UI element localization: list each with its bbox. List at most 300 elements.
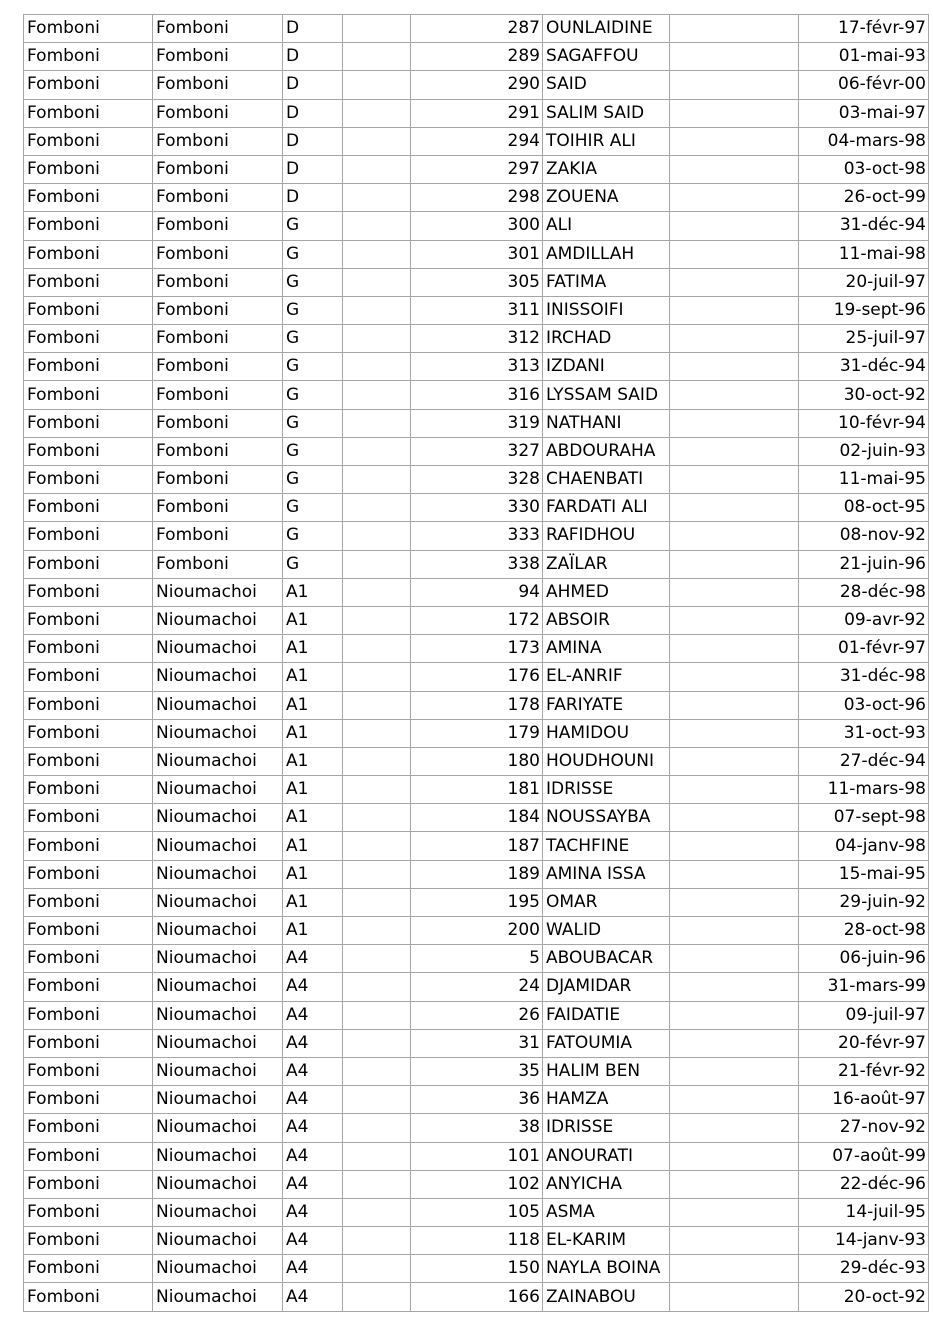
table-row [24, 804, 929, 832]
locality-cell: Nioumachoi [153, 1142, 283, 1170]
empty-cell [670, 381, 799, 409]
name-cell: FATOUMIA [543, 1029, 670, 1057]
island-cell: Fomboni [24, 155, 153, 183]
class-cell: G [283, 268, 343, 296]
island-cell: Fomboni [24, 437, 153, 465]
name-cell: ZAÏLAR [543, 550, 670, 578]
empty-cell [343, 1198, 411, 1226]
class-cell: A1 [283, 832, 343, 860]
table-row [24, 1086, 929, 1114]
empty-cell [670, 606, 799, 634]
table-row [24, 184, 929, 212]
class-cell: A1 [283, 804, 343, 832]
island-cell: Fomboni [24, 353, 153, 381]
empty-cell [670, 1086, 799, 1114]
birthdate-cell: 30-oct-92 [799, 381, 929, 409]
island-cell: Fomboni [24, 1001, 153, 1029]
table-row [24, 663, 929, 691]
table-row [24, 325, 929, 353]
empty-cell [670, 663, 799, 691]
name-cell: AMINA ISSA [543, 860, 670, 888]
locality-cell: Nioumachoi [153, 1198, 283, 1226]
class-cell: G [283, 466, 343, 494]
number-cell: 150 [411, 1255, 543, 1283]
number-cell: 297 [411, 155, 543, 183]
empty-cell [670, 578, 799, 606]
locality-cell: Nioumachoi [153, 888, 283, 916]
name-cell: SALIM SAID [543, 99, 670, 127]
table-row [24, 240, 929, 268]
empty-cell [343, 43, 411, 71]
birthdate-cell: 11-mai-98 [799, 240, 929, 268]
locality-cell: Nioumachoi [153, 1227, 283, 1255]
class-cell: D [283, 71, 343, 99]
island-cell: Fomboni [24, 212, 153, 240]
birthdate-cell: 02-juin-93 [799, 437, 929, 465]
table-row [24, 71, 929, 99]
number-cell: 300 [411, 212, 543, 240]
class-cell: A4 [283, 1227, 343, 1255]
empty-cell [343, 663, 411, 691]
empty-cell [343, 212, 411, 240]
name-cell: IZDANI [543, 353, 670, 381]
island-cell: Fomboni [24, 494, 153, 522]
island-cell: Fomboni [24, 1255, 153, 1283]
name-cell: ASMA [543, 1198, 670, 1226]
number-cell: 319 [411, 409, 543, 437]
birthdate-cell: 31-déc-94 [799, 353, 929, 381]
number-cell: 312 [411, 325, 543, 353]
locality-cell: Fomboni [153, 71, 283, 99]
island-cell: Fomboni [24, 15, 153, 43]
island-cell: Fomboni [24, 663, 153, 691]
number-cell: 94 [411, 578, 543, 606]
number-cell: 24 [411, 973, 543, 1001]
class-cell: D [283, 184, 343, 212]
locality-cell: Fomboni [153, 325, 283, 353]
name-cell: ZAKIA [543, 155, 670, 183]
table-row [24, 409, 929, 437]
empty-cell [343, 466, 411, 494]
locality-cell: Fomboni [153, 268, 283, 296]
island-cell: Fomboni [24, 776, 153, 804]
number-cell: 316 [411, 381, 543, 409]
number-cell: 187 [411, 832, 543, 860]
name-cell: OUNLAIDINE [543, 15, 670, 43]
birthdate-cell: 10-févr-94 [799, 409, 929, 437]
name-cell: AMDILLAH [543, 240, 670, 268]
birthdate-cell: 11-mars-98 [799, 776, 929, 804]
empty-cell [343, 747, 411, 775]
number-cell: 181 [411, 776, 543, 804]
empty-cell [670, 296, 799, 324]
name-cell: ABOUBACAR [543, 945, 670, 973]
empty-cell [670, 437, 799, 465]
name-cell: TACHFINE [543, 832, 670, 860]
empty-cell [343, 381, 411, 409]
name-cell: FARIYATE [543, 691, 670, 719]
number-cell: 173 [411, 635, 543, 663]
empty-cell [670, 268, 799, 296]
number-cell: 105 [411, 1198, 543, 1226]
class-cell: A1 [283, 663, 343, 691]
class-cell: D [283, 43, 343, 71]
empty-cell [343, 860, 411, 888]
class-cell: G [283, 212, 343, 240]
birthdate-cell: 28-oct-98 [799, 917, 929, 945]
number-cell: 298 [411, 184, 543, 212]
name-cell: HAMIDOU [543, 719, 670, 747]
table-row [24, 1227, 929, 1255]
locality-cell: Nioumachoi [153, 606, 283, 634]
empty-cell [670, 43, 799, 71]
birthdate-cell: 31-oct-93 [799, 719, 929, 747]
number-cell: 176 [411, 663, 543, 691]
class-cell: A1 [283, 719, 343, 747]
number-cell: 287 [411, 15, 543, 43]
locality-cell: Nioumachoi [153, 776, 283, 804]
island-cell: Fomboni [24, 832, 153, 860]
empty-cell [343, 353, 411, 381]
name-cell: ABDOURAHA [543, 437, 670, 465]
number-cell: 291 [411, 99, 543, 127]
island-cell: Fomboni [24, 1170, 153, 1198]
birthdate-cell: 01-mai-93 [799, 43, 929, 71]
empty-cell [343, 1086, 411, 1114]
number-cell: 101 [411, 1142, 543, 1170]
locality-cell: Nioumachoi [153, 1086, 283, 1114]
class-cell: A4 [283, 1255, 343, 1283]
locality-cell: Nioumachoi [153, 1114, 283, 1142]
empty-cell [343, 184, 411, 212]
class-cell: A4 [283, 973, 343, 1001]
locality-cell: Fomboni [153, 15, 283, 43]
class-cell: D [283, 127, 343, 155]
name-cell: NOUSSAYBA [543, 804, 670, 832]
locality-cell: Nioumachoi [153, 804, 283, 832]
birthdate-cell: 11-mai-95 [799, 466, 929, 494]
empty-cell [343, 832, 411, 860]
empty-cell [670, 691, 799, 719]
table-row [24, 860, 929, 888]
locality-cell: Fomboni [153, 240, 283, 268]
class-cell: A4 [283, 1283, 343, 1311]
locality-cell: Fomboni [153, 155, 283, 183]
table-row [24, 1142, 929, 1170]
birthdate-cell: 03-oct-96 [799, 691, 929, 719]
name-cell: AMINA [543, 635, 670, 663]
class-cell: A4 [283, 1198, 343, 1226]
number-cell: 327 [411, 437, 543, 465]
empty-cell [343, 917, 411, 945]
birthdate-cell: 21-juin-96 [799, 550, 929, 578]
class-cell: G [283, 296, 343, 324]
table-row [24, 719, 929, 747]
empty-cell [343, 550, 411, 578]
class-cell: A4 [283, 1029, 343, 1057]
birthdate-cell: 01-févr-97 [799, 635, 929, 663]
table-row [24, 1057, 929, 1085]
name-cell: ZAINABOU [543, 1283, 670, 1311]
empty-cell [343, 973, 411, 1001]
table-row [24, 1283, 929, 1311]
table-row [24, 43, 929, 71]
name-cell: INISSOIFI [543, 296, 670, 324]
table-row [24, 99, 929, 127]
number-cell: 35 [411, 1057, 543, 1085]
empty-cell [670, 635, 799, 663]
empty-cell [670, 240, 799, 268]
class-cell: A1 [283, 635, 343, 663]
locality-cell: Nioumachoi [153, 1029, 283, 1057]
island-cell: Fomboni [24, 381, 153, 409]
island-cell: Fomboni [24, 1114, 153, 1142]
island-cell: Fomboni [24, 578, 153, 606]
empty-cell [343, 1283, 411, 1311]
empty-cell [343, 437, 411, 465]
class-cell: D [283, 15, 343, 43]
locality-cell: Nioumachoi [153, 663, 283, 691]
empty-cell [670, 155, 799, 183]
number-cell: 26 [411, 1001, 543, 1029]
locality-cell: Nioumachoi [153, 1170, 283, 1198]
birthdate-cell: 08-nov-92 [799, 522, 929, 550]
name-cell: EL-ANRIF [543, 663, 670, 691]
class-cell: G [283, 494, 343, 522]
number-cell: 328 [411, 466, 543, 494]
name-cell: WALID [543, 917, 670, 945]
island-cell: Fomboni [24, 1029, 153, 1057]
name-cell: TOIHIR ALI [543, 127, 670, 155]
empty-cell [670, 353, 799, 381]
island-cell: Fomboni [24, 240, 153, 268]
name-cell: RAFIDHOU [543, 522, 670, 550]
class-cell: A4 [283, 1142, 343, 1170]
birthdate-cell: 27-déc-94 [799, 747, 929, 775]
island-cell: Fomboni [24, 973, 153, 1001]
number-cell: 166 [411, 1283, 543, 1311]
birthdate-cell: 06-févr-00 [799, 71, 929, 99]
empty-cell [343, 155, 411, 183]
empty-cell [670, 127, 799, 155]
locality-cell: Fomboni [153, 409, 283, 437]
table-row [24, 466, 929, 494]
birthdate-cell: 17-févr-97 [799, 15, 929, 43]
class-cell: D [283, 155, 343, 183]
class-cell: G [283, 325, 343, 353]
number-cell: 118 [411, 1227, 543, 1255]
name-cell: DJAMIDAR [543, 973, 670, 1001]
table-row [24, 1170, 929, 1198]
empty-cell [343, 409, 411, 437]
empty-cell [670, 1001, 799, 1029]
birthdate-cell: 04-janv-98 [799, 832, 929, 860]
number-cell: 179 [411, 719, 543, 747]
table-row [24, 917, 929, 945]
empty-cell [670, 184, 799, 212]
locality-cell: Nioumachoi [153, 691, 283, 719]
empty-cell [670, 1255, 799, 1283]
empty-cell [343, 691, 411, 719]
empty-cell [343, 1001, 411, 1029]
locality-cell: Nioumachoi [153, 973, 283, 1001]
table-row [24, 15, 929, 43]
locality-cell: Nioumachoi [153, 635, 283, 663]
name-cell: IDRISSE [543, 1114, 670, 1142]
name-cell: FARDATI ALI [543, 494, 670, 522]
name-cell: FAIDATIE [543, 1001, 670, 1029]
birthdate-cell: 06-juin-96 [799, 945, 929, 973]
name-cell: CHAENBATI [543, 466, 670, 494]
data-table [23, 14, 929, 1312]
birthdate-cell: 15-mai-95 [799, 860, 929, 888]
name-cell: SAGAFFOU [543, 43, 670, 71]
empty-cell [670, 1142, 799, 1170]
island-cell: Fomboni [24, 747, 153, 775]
birthdate-cell: 14-juil-95 [799, 1198, 929, 1226]
empty-cell [670, 719, 799, 747]
locality-cell: Nioumachoi [153, 860, 283, 888]
birthdate-cell: 07-sept-98 [799, 804, 929, 832]
empty-cell [670, 917, 799, 945]
birthdate-cell: 03-oct-98 [799, 155, 929, 183]
empty-cell [670, 1057, 799, 1085]
name-cell: ANYICHA [543, 1170, 670, 1198]
class-cell: A1 [283, 888, 343, 916]
name-cell: ANOURATI [543, 1142, 670, 1170]
locality-cell: Nioumachoi [153, 578, 283, 606]
class-cell: A1 [283, 606, 343, 634]
table-row [24, 578, 929, 606]
birthdate-cell: 31-déc-98 [799, 663, 929, 691]
locality-cell: Nioumachoi [153, 832, 283, 860]
class-cell: A1 [283, 578, 343, 606]
island-cell: Fomboni [24, 635, 153, 663]
empty-cell [670, 1198, 799, 1226]
table-row [24, 212, 929, 240]
birthdate-cell: 31-mars-99 [799, 973, 929, 1001]
empty-cell [670, 466, 799, 494]
empty-cell [670, 1283, 799, 1311]
island-cell: Fomboni [24, 719, 153, 747]
table-row [24, 606, 929, 634]
number-cell: 102 [411, 1170, 543, 1198]
island-cell: Fomboni [24, 1227, 153, 1255]
name-cell: AHMED [543, 578, 670, 606]
island-cell: Fomboni [24, 1057, 153, 1085]
number-cell: 184 [411, 804, 543, 832]
empty-cell [670, 550, 799, 578]
island-cell: Fomboni [24, 860, 153, 888]
class-cell: G [283, 437, 343, 465]
number-cell: 31 [411, 1029, 543, 1057]
birthdate-cell: 26-oct-99 [799, 184, 929, 212]
birthdate-cell: 20-juil-97 [799, 268, 929, 296]
number-cell: 5 [411, 945, 543, 973]
birthdate-cell: 14-janv-93 [799, 1227, 929, 1255]
table-row [24, 635, 929, 663]
name-cell: IDRISSE [543, 776, 670, 804]
empty-cell [343, 1029, 411, 1057]
island-cell: Fomboni [24, 99, 153, 127]
locality-cell: Fomboni [153, 466, 283, 494]
class-cell: G [283, 522, 343, 550]
empty-cell [670, 15, 799, 43]
number-cell: 195 [411, 888, 543, 916]
birthdate-cell: 28-déc-98 [799, 578, 929, 606]
birthdate-cell: 03-mai-97 [799, 99, 929, 127]
island-cell: Fomboni [24, 1283, 153, 1311]
number-cell: 305 [411, 268, 543, 296]
birthdate-cell: 27-nov-92 [799, 1114, 929, 1142]
table-row [24, 437, 929, 465]
table-row [24, 832, 929, 860]
island-cell: Fomboni [24, 268, 153, 296]
empty-cell [670, 325, 799, 353]
birthdate-cell: 09-juil-97 [799, 1001, 929, 1029]
number-cell: 38 [411, 1114, 543, 1142]
table-row [24, 268, 929, 296]
locality-cell: Fomboni [153, 437, 283, 465]
name-cell: NATHANI [543, 409, 670, 437]
empty-cell [343, 606, 411, 634]
class-cell: A4 [283, 1001, 343, 1029]
name-cell: HALIM BEN [543, 1057, 670, 1085]
name-cell: FATIMA [543, 268, 670, 296]
locality-cell: Fomboni [153, 99, 283, 127]
locality-cell: Nioumachoi [153, 747, 283, 775]
empty-cell [670, 832, 799, 860]
island-cell: Fomboni [24, 1198, 153, 1226]
empty-cell [670, 1227, 799, 1255]
empty-cell [343, 522, 411, 550]
name-cell: EL-KARIM [543, 1227, 670, 1255]
name-cell: NAYLA BOINA [543, 1255, 670, 1283]
empty-cell [343, 71, 411, 99]
number-cell: 290 [411, 71, 543, 99]
locality-cell: Nioumachoi [153, 1057, 283, 1085]
table-row [24, 945, 929, 973]
locality-cell: Nioumachoi [153, 945, 283, 973]
name-cell: ABSOIR [543, 606, 670, 634]
number-cell: 333 [411, 522, 543, 550]
name-cell: HOUDHOUNI [543, 747, 670, 775]
table-row [24, 1114, 929, 1142]
locality-cell: Fomboni [153, 522, 283, 550]
name-cell: OMAR [543, 888, 670, 916]
birthdate-cell: 22-déc-96 [799, 1170, 929, 1198]
birthdate-cell: 25-juil-97 [799, 325, 929, 353]
island-cell: Fomboni [24, 184, 153, 212]
empty-cell [670, 409, 799, 437]
table-row [24, 494, 929, 522]
class-cell: A1 [283, 747, 343, 775]
island-cell: Fomboni [24, 127, 153, 155]
empty-cell [670, 945, 799, 973]
island-cell: Fomboni [24, 606, 153, 634]
empty-cell [343, 127, 411, 155]
table-row [24, 1001, 929, 1029]
island-cell: Fomboni [24, 296, 153, 324]
island-cell: Fomboni [24, 888, 153, 916]
class-cell: D [283, 99, 343, 127]
birthdate-cell: 04-mars-98 [799, 127, 929, 155]
table-row [24, 381, 929, 409]
locality-cell: Fomboni [153, 353, 283, 381]
empty-cell [343, 776, 411, 804]
empty-cell [670, 973, 799, 1001]
empty-cell [343, 635, 411, 663]
